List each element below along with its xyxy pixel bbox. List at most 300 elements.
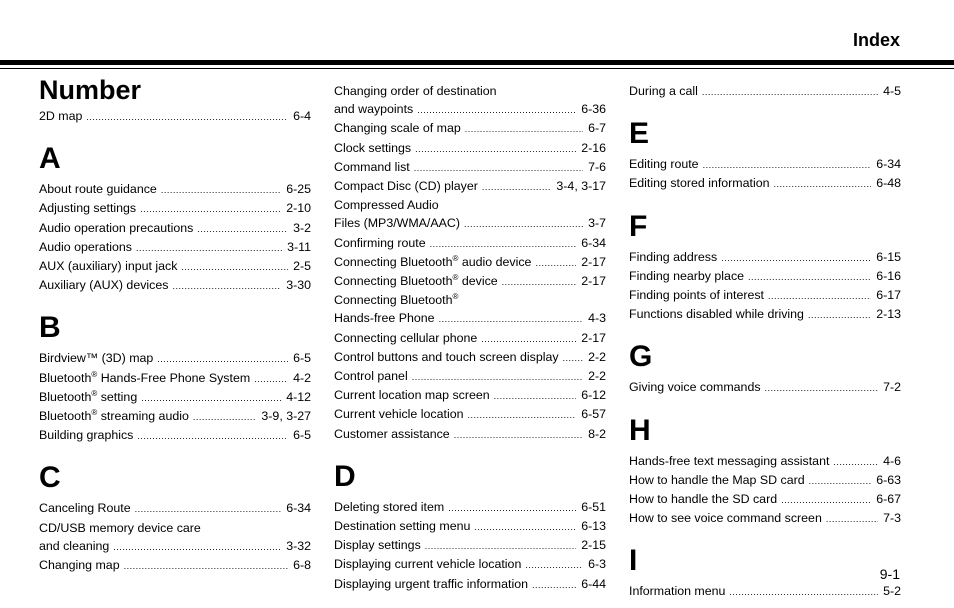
index-entry bbox=[334, 348, 606, 367]
entry-term-suffix: setting bbox=[97, 389, 138, 404]
dot-leader bbox=[702, 83, 878, 101]
index-entry bbox=[629, 305, 901, 324]
index-entry bbox=[39, 519, 311, 556]
entry-page-ref: 2-2 bbox=[588, 369, 606, 384]
dot-leader bbox=[197, 220, 288, 238]
section-heading: F bbox=[629, 209, 648, 243]
index-entry bbox=[39, 407, 311, 426]
entry-term bbox=[39, 238, 132, 256]
entry-row bbox=[39, 238, 311, 257]
entry-row bbox=[629, 174, 901, 193]
entry-term bbox=[334, 498, 444, 516]
entry-row bbox=[629, 267, 901, 286]
dot-leader bbox=[415, 140, 576, 158]
entry-term bbox=[334, 177, 478, 195]
entry-term bbox=[334, 425, 450, 443]
dot-leader bbox=[439, 310, 584, 328]
entry-row bbox=[334, 177, 606, 196]
index-entry bbox=[629, 174, 901, 193]
entry-term-text: Birdview™ (3D) map bbox=[39, 351, 154, 366]
dot-leader bbox=[532, 576, 576, 594]
entry-page-ref: 3-11 bbox=[287, 239, 311, 254]
index-entry bbox=[629, 582, 901, 601]
dot-leader bbox=[141, 389, 281, 407]
entry-term bbox=[39, 369, 250, 387]
entry-page-ref: 2-5 bbox=[293, 259, 311, 274]
dot-leader bbox=[454, 426, 583, 444]
entry-row bbox=[334, 536, 606, 555]
registered-mark: ® bbox=[91, 388, 98, 398]
entry-term-text: Functions disabled while driving bbox=[629, 307, 804, 322]
entry-row bbox=[334, 253, 606, 272]
index-entry bbox=[629, 267, 901, 286]
entry-page-ref: 2-10 bbox=[286, 201, 311, 216]
dot-leader bbox=[809, 472, 872, 490]
entry-term-text: Finding points of interest bbox=[629, 288, 764, 303]
dot-leader bbox=[86, 108, 288, 126]
entry-term bbox=[629, 452, 829, 470]
section-heading: H bbox=[629, 413, 651, 447]
entry-page-ref: 2-17 bbox=[581, 274, 606, 289]
entry-term bbox=[334, 367, 408, 385]
index-entry bbox=[629, 378, 901, 397]
entry-term bbox=[39, 426, 133, 444]
entry-row bbox=[629, 378, 901, 397]
entry-term-text: Confirming route bbox=[334, 235, 426, 250]
entry-term bbox=[334, 575, 528, 593]
index-entry bbox=[334, 517, 606, 536]
entry-row bbox=[629, 490, 901, 509]
index-entry bbox=[629, 82, 901, 101]
entry-term bbox=[334, 100, 413, 118]
entry-row bbox=[629, 82, 901, 101]
entry-row bbox=[334, 575, 606, 594]
entry-term-text: Canceling Route bbox=[39, 501, 131, 516]
index-column-3 bbox=[629, 82, 901, 602]
index-entry bbox=[629, 471, 901, 490]
index-entry bbox=[39, 349, 311, 368]
entry-term-text: Hands-free Phone bbox=[334, 311, 435, 326]
entry-term-text: Control buttons and touch screen display bbox=[334, 349, 559, 364]
entry-row bbox=[334, 517, 606, 536]
entry-page-ref: 5-2 bbox=[883, 584, 901, 599]
index-entry bbox=[334, 329, 606, 348]
entry-row bbox=[334, 498, 606, 517]
entry-term-text: Giving voice commands bbox=[629, 380, 761, 395]
entry-row bbox=[39, 426, 311, 445]
entry-row bbox=[334, 386, 606, 405]
registered-mark: ® bbox=[91, 369, 98, 379]
dot-leader bbox=[467, 406, 576, 424]
dot-leader bbox=[808, 306, 871, 324]
entry-row bbox=[334, 405, 606, 424]
page-number: 9-1 bbox=[879, 566, 900, 582]
entry-row bbox=[39, 349, 311, 368]
entry-term bbox=[334, 253, 531, 271]
entry-term-text: Compact Disc (CD) player bbox=[334, 179, 478, 194]
entry-term bbox=[334, 386, 490, 404]
entry-page-ref: 6-17 bbox=[876, 288, 901, 303]
entry-page-ref: 2-15 bbox=[581, 538, 606, 553]
dot-leader bbox=[464, 215, 583, 233]
dot-leader bbox=[124, 557, 288, 575]
entry-page-ref: 2-2 bbox=[588, 349, 606, 364]
entry-term bbox=[334, 119, 461, 137]
entry-term-text: Information menu bbox=[629, 584, 726, 599]
entry-page-ref: 3-30 bbox=[286, 278, 311, 293]
entry-term-text: Displaying urgent traffic information bbox=[334, 576, 528, 591]
entry-term bbox=[629, 267, 744, 285]
index-entry bbox=[334, 555, 606, 574]
dot-leader bbox=[494, 387, 577, 405]
entry-term-text: Hands-free text messaging assistant bbox=[629, 453, 830, 468]
index-entry bbox=[629, 490, 901, 509]
entry-row bbox=[39, 407, 311, 426]
entry-row bbox=[334, 100, 606, 119]
dot-leader bbox=[136, 239, 282, 257]
entry-page-ref: 3-2 bbox=[293, 220, 311, 235]
entry-term bbox=[39, 219, 193, 237]
index-entry bbox=[39, 388, 311, 407]
entry-term bbox=[39, 107, 82, 125]
index-entry bbox=[334, 177, 606, 196]
entry-page-ref: 6-36 bbox=[581, 102, 606, 117]
entry-term-text: Finding address bbox=[629, 249, 718, 264]
dot-leader bbox=[414, 159, 583, 177]
entry-term-text: About route guidance bbox=[39, 182, 157, 197]
entry-page-ref: 6-25 bbox=[286, 182, 311, 197]
dot-leader bbox=[768, 287, 871, 305]
dot-leader bbox=[448, 499, 576, 517]
entry-page-ref: 3-7 bbox=[588, 216, 606, 231]
entry-term-text: Bluetooth bbox=[39, 370, 92, 385]
entry-term-text: Auxiliary (AUX) devices bbox=[39, 278, 169, 293]
dot-leader bbox=[721, 249, 871, 267]
entry-term-text: Destination setting menu bbox=[334, 519, 471, 534]
entry-term-text: How to handle the SD card bbox=[629, 492, 778, 507]
entry-term-text: How to see voice command screen bbox=[629, 511, 822, 526]
index-entry bbox=[334, 367, 606, 386]
entry-row bbox=[334, 309, 606, 328]
entry-term-text: Control panel bbox=[334, 369, 408, 384]
index-entry bbox=[39, 499, 311, 518]
entry-page-ref: 4-2 bbox=[293, 370, 311, 385]
section-heading: D bbox=[334, 459, 356, 493]
entry-row bbox=[334, 234, 606, 253]
entry-term bbox=[629, 582, 725, 600]
dot-leader bbox=[535, 254, 576, 272]
entry-page-ref: 6-4 bbox=[293, 109, 311, 123]
entry-row bbox=[334, 555, 606, 574]
entry-term-text: Audio operations bbox=[39, 239, 132, 254]
entry-row bbox=[629, 286, 901, 305]
entry-term-line1 bbox=[39, 519, 311, 537]
entry-row bbox=[629, 582, 901, 601]
entry-row bbox=[334, 139, 606, 158]
entry-page-ref: 6-12 bbox=[581, 388, 606, 403]
dot-leader bbox=[161, 181, 281, 199]
index-entry bbox=[334, 234, 606, 253]
entry-term bbox=[39, 499, 131, 517]
index-entry bbox=[334, 139, 606, 158]
entry-term bbox=[39, 199, 136, 217]
index-entry bbox=[334, 253, 606, 272]
index-entry bbox=[334, 405, 606, 424]
entry-term-suffix: streaming audio bbox=[97, 409, 189, 424]
entry-row bbox=[334, 348, 606, 367]
entry-term bbox=[334, 309, 435, 327]
registered-mark: ® bbox=[91, 407, 98, 417]
entry-page-ref: 6-63 bbox=[876, 472, 901, 487]
entry-term-text: Adjusting settings bbox=[39, 201, 137, 216]
entry-term-text: Changing scale of map bbox=[334, 121, 461, 136]
index-entry bbox=[629, 509, 901, 528]
entry-row bbox=[334, 367, 606, 386]
dot-leader bbox=[181, 258, 288, 276]
index-entry bbox=[334, 291, 606, 328]
entry-page-ref: 4-5 bbox=[883, 84, 901, 98]
entry-page-ref: 2-13 bbox=[876, 307, 901, 322]
registered-mark: ® bbox=[452, 253, 459, 263]
section-heading: E bbox=[629, 117, 650, 151]
index-entry bbox=[334, 119, 606, 138]
entry-row bbox=[629, 471, 901, 490]
index-entry bbox=[39, 107, 311, 126]
entry-page-ref: 6-13 bbox=[581, 519, 606, 534]
section-heading: A bbox=[39, 142, 61, 176]
dot-leader bbox=[135, 500, 282, 518]
dot-leader bbox=[563, 349, 584, 367]
entry-term bbox=[39, 349, 153, 367]
dot-leader bbox=[474, 518, 576, 536]
section-heading: B bbox=[39, 311, 61, 345]
section-heading: G bbox=[629, 340, 653, 374]
entry-page-ref: 4-12 bbox=[286, 389, 311, 404]
entry-term-text: and waypoints bbox=[334, 102, 414, 117]
dot-leader bbox=[748, 268, 871, 286]
index-entry bbox=[334, 82, 606, 119]
entry-term-line1-text: Compressed Audio bbox=[334, 198, 439, 213]
entry-term-line1 bbox=[334, 291, 606, 309]
entry-term-text: Deleting stored item bbox=[334, 499, 445, 514]
entry-row bbox=[629, 452, 901, 471]
index-entry bbox=[334, 386, 606, 405]
entry-row bbox=[39, 219, 311, 238]
index-entry bbox=[334, 498, 606, 517]
index-entry bbox=[39, 426, 311, 445]
dot-leader bbox=[765, 379, 879, 397]
entry-row bbox=[39, 257, 311, 276]
entry-term-text: Changing map bbox=[39, 558, 120, 573]
entry-term bbox=[334, 405, 463, 423]
entry-term bbox=[39, 276, 168, 294]
entry-row bbox=[39, 369, 311, 388]
index-entry bbox=[334, 158, 606, 177]
entry-term bbox=[629, 155, 699, 173]
entry-term bbox=[629, 286, 764, 304]
entry-page-ref: 6-51 bbox=[581, 499, 606, 514]
index-entry bbox=[39, 556, 311, 575]
entry-page-ref: 6-44 bbox=[581, 576, 606, 591]
entry-term bbox=[39, 407, 189, 425]
dot-leader bbox=[525, 556, 583, 574]
entry-row bbox=[334, 214, 606, 233]
dot-leader bbox=[425, 537, 576, 555]
entry-term bbox=[334, 272, 498, 290]
entry-term-line1-text: Changing order of destination bbox=[334, 84, 497, 98]
entry-row bbox=[334, 329, 606, 348]
index-entry bbox=[39, 369, 311, 388]
entry-row bbox=[629, 509, 901, 528]
entry-page-ref: 6-15 bbox=[876, 249, 901, 264]
entry-term-text: Customer assistance bbox=[334, 426, 450, 441]
entry-term-text: and cleaning bbox=[39, 538, 110, 553]
entry-row bbox=[39, 537, 311, 556]
dot-leader bbox=[826, 510, 878, 528]
entry-term-text: 2D map bbox=[39, 109, 83, 123]
entry-page-ref: 6-57 bbox=[581, 407, 606, 422]
dot-leader bbox=[430, 235, 577, 253]
entry-page-ref: 8-2 bbox=[588, 426, 606, 441]
entry-page-ref: 2-16 bbox=[581, 140, 606, 155]
entry-row bbox=[39, 199, 311, 218]
dot-leader bbox=[412, 368, 583, 386]
entry-term bbox=[39, 556, 120, 574]
entry-row bbox=[334, 272, 606, 291]
entry-term-text: Audio operation precautions bbox=[39, 220, 194, 235]
entry-term-text: AUX (auxiliary) input jack bbox=[39, 259, 178, 274]
entry-term-text: Displaying current vehicle location bbox=[334, 557, 522, 572]
entry-term-line1 bbox=[334, 82, 606, 100]
entry-page-ref: 6-5 bbox=[293, 351, 311, 366]
header-rule-thick bbox=[0, 60, 954, 65]
dot-leader bbox=[774, 175, 872, 193]
entry-term-text: Bluetooth bbox=[39, 409, 92, 424]
index-column-2 bbox=[334, 82, 606, 594]
entry-row bbox=[39, 388, 311, 407]
entry-term-text: Connecting Bluetooth bbox=[334, 254, 453, 269]
entry-row bbox=[39, 276, 311, 295]
entry-page-ref: 6-5 bbox=[293, 428, 311, 443]
entry-page-ref: 6-48 bbox=[876, 176, 901, 191]
entry-term-text: Building graphics bbox=[39, 428, 134, 443]
index-entry bbox=[629, 452, 901, 471]
entry-term bbox=[39, 388, 137, 406]
entry-page-ref: 2-17 bbox=[581, 254, 606, 269]
dot-leader bbox=[172, 277, 281, 295]
entry-page-ref: 3-9, 3-27 bbox=[261, 409, 311, 424]
index-entry bbox=[334, 196, 606, 233]
index-entry bbox=[334, 536, 606, 555]
dot-leader bbox=[781, 491, 871, 509]
index-entry bbox=[39, 238, 311, 257]
entry-term bbox=[334, 214, 460, 232]
entry-term-text: Files (MP3/WMA/AAC) bbox=[334, 216, 460, 231]
section-heading: C bbox=[39, 461, 61, 495]
entry-term bbox=[629, 305, 804, 323]
dot-leader bbox=[481, 330, 576, 348]
entry-page-ref: 4-6 bbox=[883, 453, 901, 468]
entry-term bbox=[39, 257, 177, 275]
entry-term bbox=[629, 248, 717, 266]
entry-row bbox=[629, 305, 901, 324]
entry-page-ref: 3-4, 3-17 bbox=[556, 179, 606, 194]
entry-term bbox=[334, 348, 559, 366]
entry-term bbox=[334, 329, 477, 347]
header-rule-thin bbox=[0, 68, 954, 69]
entry-term bbox=[334, 517, 470, 535]
entry-term-line1-text: Connecting Bluetooth bbox=[334, 293, 453, 308]
index-column-1 bbox=[39, 75, 311, 575]
section-heading: I bbox=[629, 544, 638, 578]
dot-leader bbox=[502, 273, 577, 291]
entry-term-text: Editing route bbox=[629, 157, 699, 172]
entry-term-text: Finding nearby place bbox=[629, 268, 745, 283]
section-heading: Number bbox=[39, 75, 142, 105]
dot-leader bbox=[157, 350, 288, 368]
index-entry bbox=[629, 248, 901, 267]
entry-term bbox=[629, 174, 770, 192]
entry-term-line1 bbox=[334, 196, 606, 214]
index-entry bbox=[39, 199, 311, 218]
entry-term-text: Current vehicle location bbox=[334, 407, 464, 422]
entry-term-suffix: device bbox=[458, 274, 498, 289]
entry-term bbox=[334, 536, 421, 554]
entry-term-text: How to handle the Map SD card bbox=[629, 472, 805, 487]
entry-term-text: Clock settings bbox=[334, 140, 412, 155]
entry-row bbox=[629, 248, 901, 267]
entry-term-text: Current location map screen bbox=[334, 388, 490, 403]
entry-page-ref: 3-32 bbox=[286, 538, 311, 553]
dot-leader bbox=[140, 200, 281, 218]
dot-leader bbox=[729, 583, 878, 601]
page-title: Index bbox=[852, 30, 900, 50]
entry-row bbox=[39, 180, 311, 199]
entry-row bbox=[39, 499, 311, 518]
dot-leader bbox=[254, 370, 288, 388]
dot-leader bbox=[113, 538, 281, 556]
dot-leader bbox=[482, 178, 552, 196]
entry-row bbox=[39, 556, 311, 575]
entry-page-ref: 6-34 bbox=[876, 157, 901, 172]
dot-leader bbox=[833, 453, 878, 471]
index-entry bbox=[39, 219, 311, 238]
entry-page-ref: 6-8 bbox=[293, 558, 311, 573]
index-entry bbox=[334, 425, 606, 444]
entry-page-ref: 7-6 bbox=[588, 159, 606, 174]
entry-term bbox=[334, 158, 410, 176]
entry-term bbox=[629, 82, 698, 100]
entry-page-ref: 6-34 bbox=[581, 235, 606, 250]
index-entry bbox=[39, 180, 311, 199]
entry-term-text: Bluetooth bbox=[39, 389, 92, 404]
entry-row bbox=[334, 425, 606, 444]
entry-page-ref: 6-16 bbox=[876, 268, 901, 283]
entry-term bbox=[629, 490, 777, 508]
index-entry bbox=[39, 257, 311, 276]
entry-page-ref: 6-7 bbox=[588, 121, 606, 136]
entry-term bbox=[39, 180, 157, 198]
entry-row bbox=[39, 107, 311, 126]
entry-term-text: Command list bbox=[334, 159, 410, 174]
entry-row bbox=[629, 155, 901, 174]
entry-term-text: During a call bbox=[629, 84, 698, 98]
entry-term bbox=[334, 234, 426, 252]
entry-term bbox=[334, 139, 411, 157]
entry-page-ref: 6-67 bbox=[876, 492, 901, 507]
dot-leader bbox=[193, 408, 257, 426]
dot-leader bbox=[137, 427, 288, 445]
